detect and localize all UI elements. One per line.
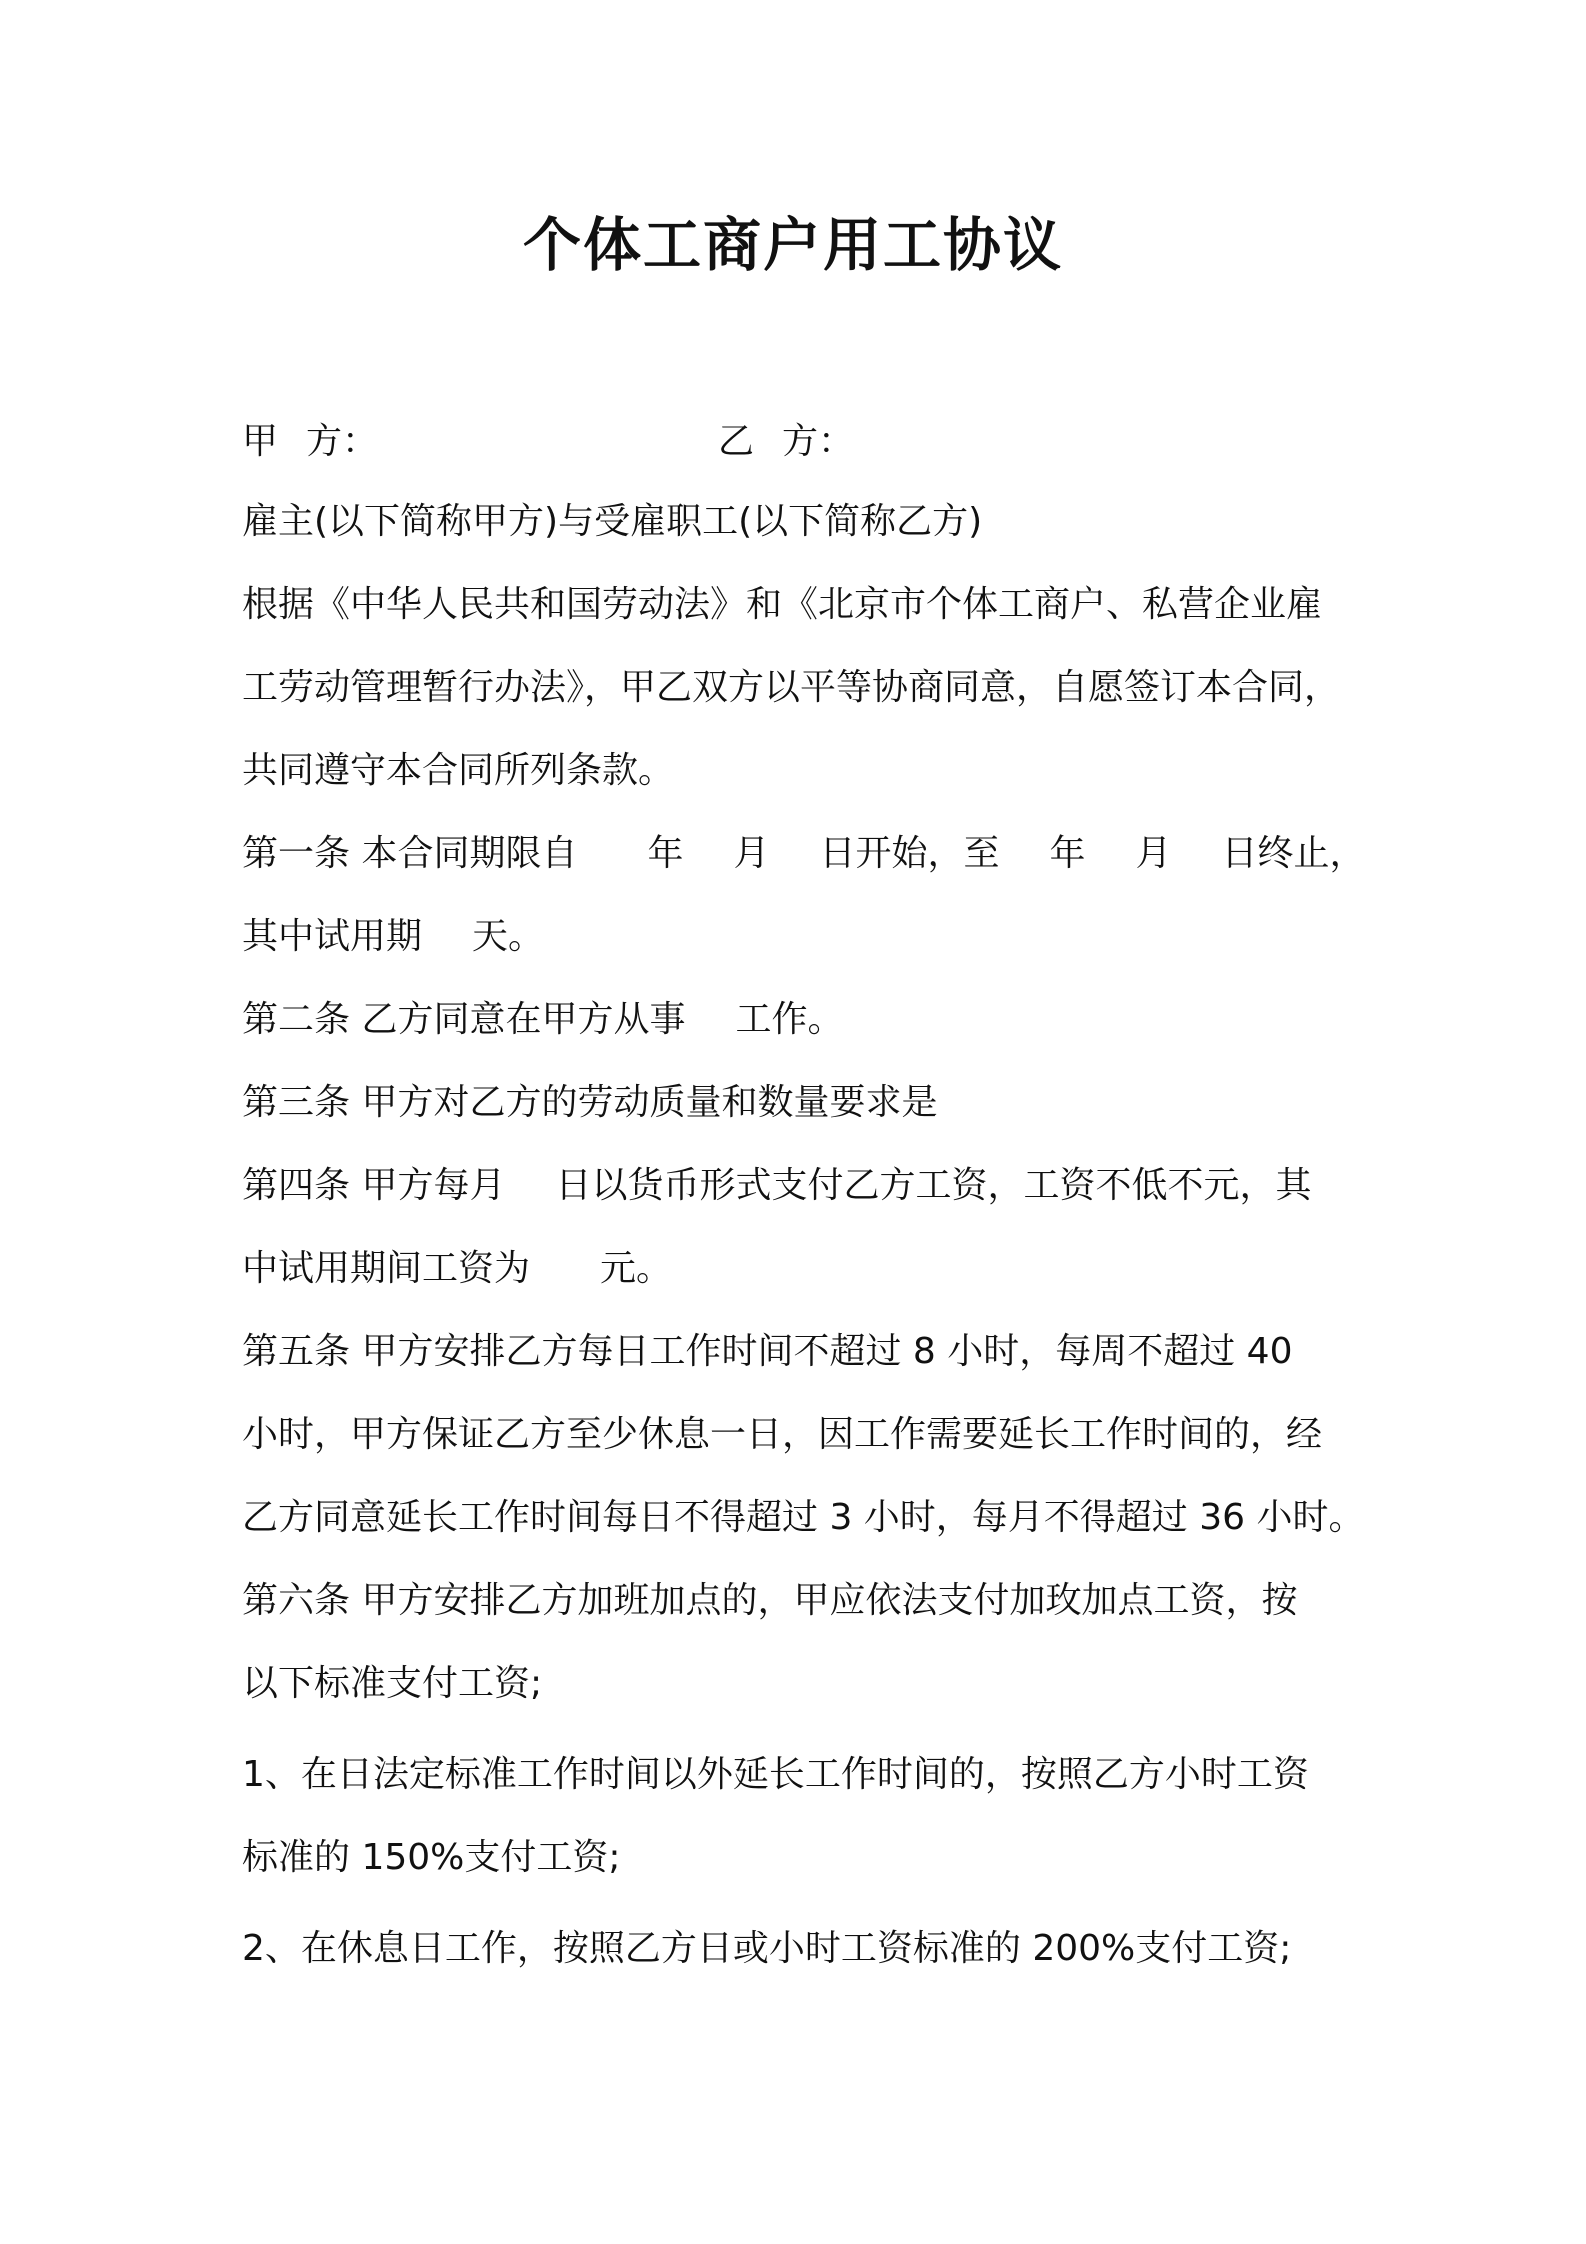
- article-1-text-g: 日终止，: [1221, 833, 1366, 874]
- document-title: 个体工商户用工协议: [522, 211, 1063, 279]
- article-1-text-a: 第一条 本合同期限自: [242, 833, 578, 874]
- preamble-line-3: 共同遵守本合同所列条款。: [242, 750, 675, 791]
- article-3-line: 第三条 甲方对乙方的劳动质量和数量要求是: [242, 1082, 938, 1123]
- item-2-line: 2、在休息日工作，按照乙方日或小时工资标准的 200%支付工资;: [242, 1928, 1292, 1969]
- article-2-text-a: 第二条 乙方同意在甲方从事: [242, 999, 686, 1040]
- article-5-line-2: 小时，甲方保证乙方至少休息一日，因工作需要延长工作时间的，经: [242, 1414, 1323, 1455]
- article-1-line-2: [242, 912, 544, 962]
- article-1-text-i: 天。: [472, 916, 545, 957]
- article-1-text-f: 月: [1135, 833, 1172, 874]
- article-1-text-b: 年: [647, 833, 684, 874]
- article-1-line-1: [242, 829, 1366, 879]
- article-1-text-h: 其中试用期: [242, 916, 423, 957]
- party-b-label-2: 方：: [782, 421, 855, 462]
- article-5-line-3: 乙方同意延长工作时间每日不得超过 3 小时，每月不得超过 36 小时。: [242, 1497, 1365, 1538]
- article-5-line-1: 第五条 甲方安排乙方每日工作时间不超过 8 小时，每周不超过 40: [242, 1331, 1293, 1372]
- party-b-label-1: 乙: [718, 421, 755, 462]
- parties-line: [242, 417, 854, 467]
- article-1-text-d: 日开始，至: [819, 833, 1000, 874]
- article-6-line-2: 以下标准支付工资;: [242, 1663, 543, 1704]
- article-4-text-b: 日以货币形式支付乙方工资，工资不低不元，其: [555, 1165, 1312, 1206]
- item-1-line-1: 1、在日法定标准工作时间以外延长工作时间的，按照乙方小时工资: [242, 1754, 1309, 1795]
- intro-line: 雇主(以下简称甲方)与受雇职工(以下简称乙方): [242, 501, 983, 542]
- party-a-label-2: 方：: [306, 421, 379, 462]
- party-a-label-1: 甲: [242, 421, 279, 462]
- article-4-text-d: 元。: [600, 1248, 673, 1289]
- article-2-line: [242, 995, 843, 1045]
- preamble-line-1: 根据《中华人民共和国劳动法》和《北京市个体工商户、私营企业雇: [242, 584, 1323, 625]
- item-1-line-2: 标准的 150%支付工资;: [242, 1837, 621, 1878]
- article-4-line-1: [242, 1161, 1311, 1211]
- article-4-text-c: 中试用期间工资为: [242, 1248, 531, 1289]
- article-1-text-e: 年: [1049, 833, 1086, 874]
- article-4-text-a: 第四条 甲方每月: [242, 1165, 506, 1206]
- article-4-line-2: [242, 1244, 672, 1294]
- preamble-line-2: 工劳动管理暂行办法》，甲乙双方以平等协商同意，自愿签订本合同，: [242, 667, 1341, 708]
- article-2-text-b: 工作。: [735, 999, 844, 1040]
- article-1-text-c: 月: [733, 833, 770, 874]
- article-6-line-1: 第六条 甲方安排乙方加班加点的，甲应依法支付加玫加点工资，按: [242, 1580, 1298, 1621]
